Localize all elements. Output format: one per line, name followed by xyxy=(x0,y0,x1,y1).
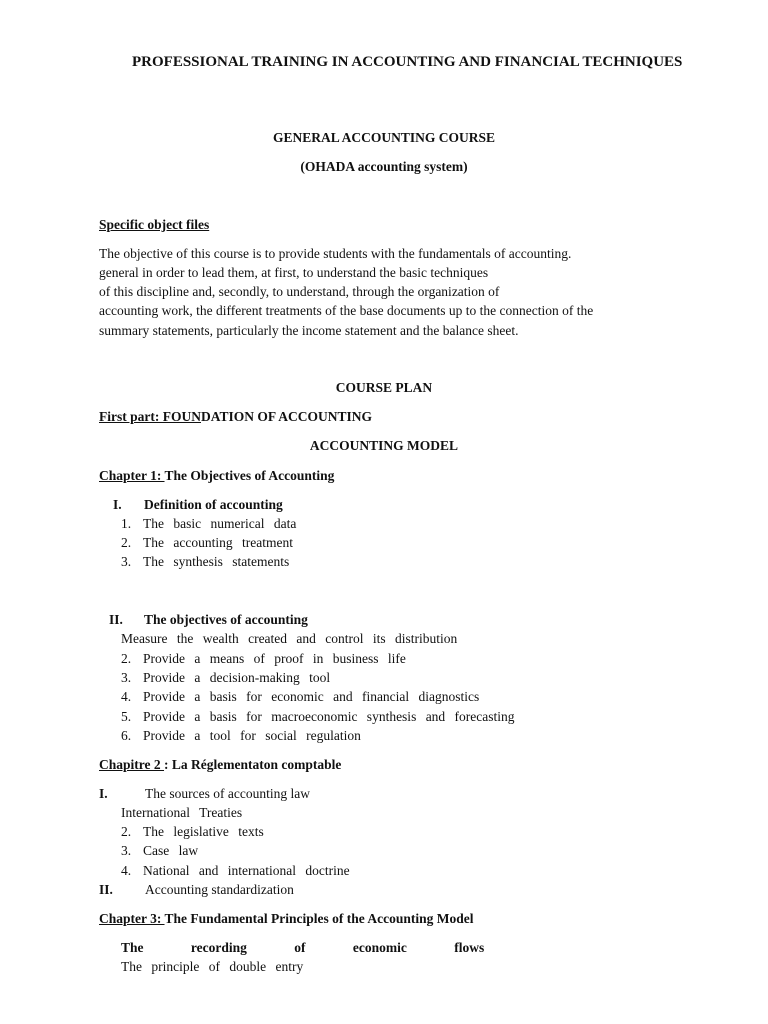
list-item xyxy=(121,708,515,725)
list-text: Provide a basis for macroeconomic synthesis and forecasting xyxy=(143,709,515,724)
section-title: The objectives of accounting xyxy=(144,612,308,627)
objective-line: general in order to lead them, at first, to understand the basic techniques xyxy=(99,265,489,280)
list-item xyxy=(121,553,289,570)
list-number: 2. xyxy=(121,535,132,550)
chapter3-line: The recording of economic flows xyxy=(121,940,485,955)
part1-rest: DATION OF ACCOUNTING xyxy=(200,409,372,424)
objectives-heading: Specific object files xyxy=(99,217,210,232)
list-text: The synthesis statements xyxy=(143,554,290,569)
list-text: Provide a means of proof in business life xyxy=(143,651,406,666)
list-number: 3. xyxy=(121,670,132,685)
chapter3-label: Chapter 3: xyxy=(99,911,165,926)
section-title: Accounting standardization xyxy=(145,882,294,897)
list-number: 5. xyxy=(121,709,132,724)
chapter2-section2-heading xyxy=(99,881,294,898)
accounting-model-heading: ACCOUNTING MODEL xyxy=(309,438,459,453)
list-number: 4. xyxy=(121,863,132,878)
objective-line: accounting work, the different treatments of the base documents up to the connection of the xyxy=(99,303,594,318)
section-number: II. xyxy=(99,882,113,897)
part1-heading xyxy=(99,408,372,425)
list-text: Case law xyxy=(143,843,199,858)
list-number: 1. xyxy=(121,516,132,531)
list-number: 2. xyxy=(121,651,132,666)
list-text: The legislative texts xyxy=(143,824,264,839)
chapter2-label: Chapitre 2 xyxy=(99,757,165,772)
chapter1-label: Chapter 1: xyxy=(99,468,165,483)
list-number: 2. xyxy=(121,824,132,839)
chapter2-heading xyxy=(99,756,341,773)
section-title: Definition of accounting xyxy=(144,497,283,512)
part1-label: First part: FOUN xyxy=(99,409,201,424)
list-number: 6. xyxy=(121,728,132,743)
chapter3-line: The principle of double entry xyxy=(121,959,304,974)
chapter1-section1-heading xyxy=(113,496,283,513)
list-item xyxy=(121,669,330,686)
objective-line: summary statements, particularly the income statement and the balance sheet. xyxy=(99,323,519,338)
chapter3-heading xyxy=(99,910,474,927)
section-number: I. xyxy=(99,786,108,801)
list-item: International Treaties xyxy=(121,805,243,820)
course-plan-heading: COURSE PLAN xyxy=(335,380,433,395)
chapter1-heading xyxy=(99,467,334,484)
list-text: National and international doctrine xyxy=(143,863,350,878)
list-item xyxy=(121,534,293,551)
list-item xyxy=(121,727,361,744)
course-subtitle: (OHADA accounting system) xyxy=(300,159,468,174)
list-number: 3. xyxy=(121,554,132,569)
document-title: PROFESSIONAL TRAINING IN ACCOUNTING AND FINANCIAL TECHNIQUES xyxy=(132,54,683,70)
chapter2-title: : La Réglementaton comptable xyxy=(164,757,342,772)
list-item xyxy=(121,862,350,879)
chapter3-title: The Fundamental Principles of the Accounting Model xyxy=(164,911,474,926)
list-text: The basic numerical data xyxy=(143,516,297,531)
section-number: II. xyxy=(109,612,123,627)
list-text: Provide a basis for economic and financial diagnostics xyxy=(143,689,480,704)
list-text: The accounting treatment xyxy=(143,535,293,550)
list-item xyxy=(121,515,296,532)
list-item xyxy=(121,650,406,667)
list-item: Measure the wealth created and control its distribution xyxy=(121,631,458,646)
section-number: I. xyxy=(113,497,122,512)
course-title: GENERAL ACCOUNTING COURSE xyxy=(272,130,496,145)
list-text: Provide a decision-making tool xyxy=(143,670,331,685)
list-item xyxy=(121,842,198,859)
chapter1-section2-heading xyxy=(109,611,308,628)
list-item xyxy=(121,823,264,840)
list-text: Provide a tool for social regulation xyxy=(143,728,361,743)
chapter1-title: The Objectives of Accounting xyxy=(164,468,335,483)
objective-line: of this discipline and, secondly, to understand, through the organization of xyxy=(99,284,500,299)
section-title: The sources of accounting law xyxy=(145,786,310,801)
list-item xyxy=(121,688,479,705)
objective-line: The objective of this course is to provide students with the fundamentals of accounting. xyxy=(99,246,572,261)
chapter2-section1-heading xyxy=(99,785,310,802)
list-number: 4. xyxy=(121,689,132,704)
list-number: 3. xyxy=(121,843,132,858)
